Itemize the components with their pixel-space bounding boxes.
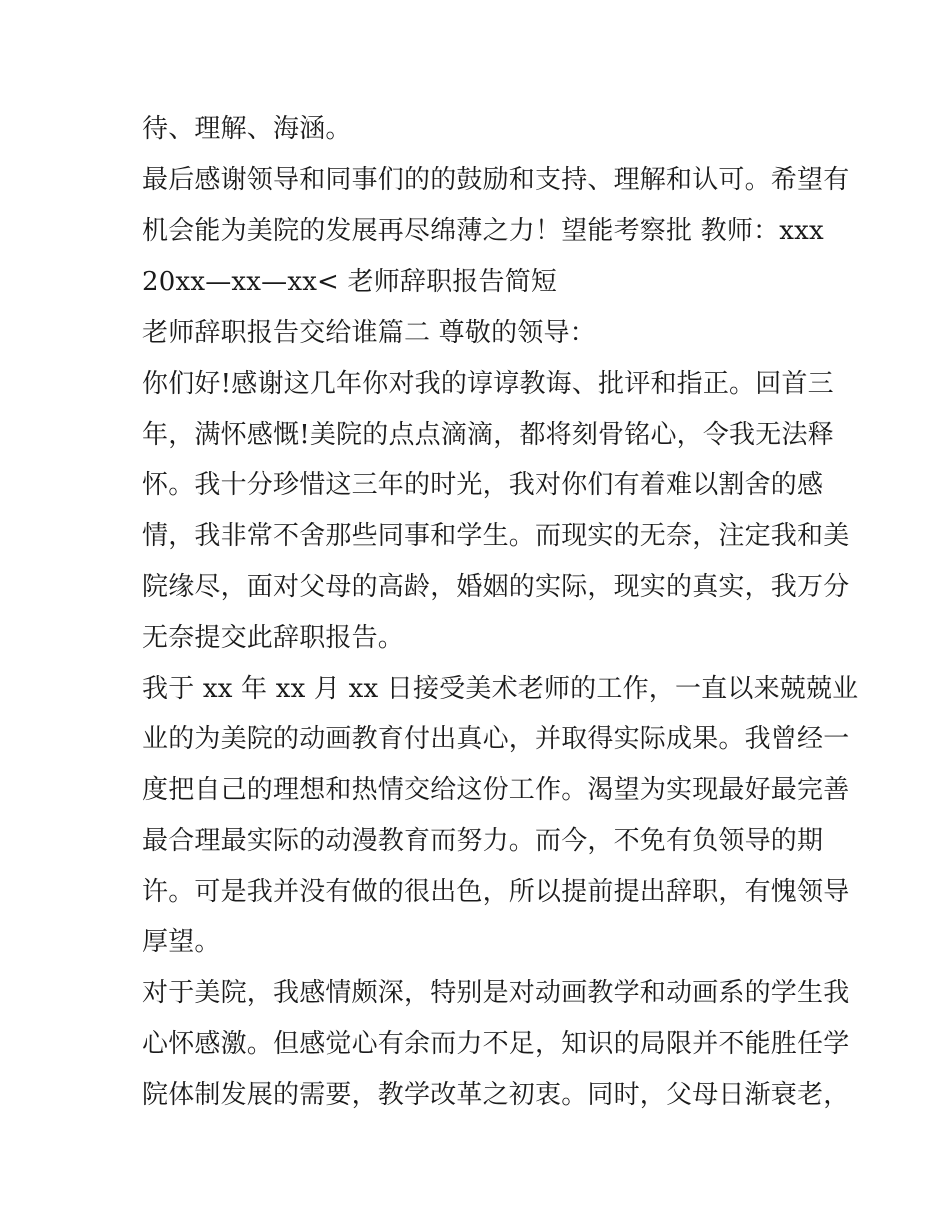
text-line: 院体制发展的需要，教学改革之初衷。同时，父母日渐衰老， xyxy=(142,1080,850,1110)
text-line: 对于美院，我感情颇深，特别是对动画教学和动画系的学生我 xyxy=(142,978,850,1008)
text-line: 心怀感激。但感觉心有余而力不足，知识的局限并不能胜任学 xyxy=(142,1029,850,1059)
text-line: 你们好!感谢这几年你对我的谆谆教诲、批评和指正。回首三 xyxy=(142,369,834,399)
text-line: 最合理最实际的动漫教育而努力。而今，不免有负领导的期 xyxy=(142,826,824,856)
text-line: 院缘尽，面对父母的高龄，婚姻的实际，现实的真实，我万分 xyxy=(142,572,850,602)
text-line: 20xx—xx—xx< 老师辞职报告简短 xyxy=(142,267,558,297)
text-line: 怀。我十分珍惜这三年的时光，我对你们有着难以割舍的感 xyxy=(142,470,824,500)
text-line: 无奈提交此辞职报告。 xyxy=(142,623,405,653)
text-line: 度把自己的理想和热情交给这份工作。渴望为实现最好最完善 xyxy=(142,775,850,805)
text-line: 最后感谢领导和同事们的的鼓励和支持、理解和认可。希望有 xyxy=(142,165,850,195)
text-line: 厚望。 xyxy=(142,927,221,957)
text-line: 年，满怀感慨!美院的点点滴滴，都将刻骨铭心，令我无法释 xyxy=(142,420,834,450)
text-line: 老师辞职报告交给谁篇二 尊敬的领导： xyxy=(142,318,596,348)
text-line: 待、理解、海涵。 xyxy=(142,114,352,144)
text-line: 我于 xx 年 xx 月 xx 日接受美术老师的工作，一直以来兢兢业 xyxy=(142,674,859,704)
text-line: 许。可是我并没有做的很出色，所以提前提出辞职，有愧领导 xyxy=(142,877,850,907)
text-line: 情，我非常不舍那些同事和学生。而现实的无奈，注定我和美 xyxy=(142,521,850,551)
text-line: 机会能为美院的发展再尽绵薄之力！望能考察批 教师：xxx xyxy=(142,216,824,246)
text-line: 业的为美院的动画教育付出真心，并取得实际成果。我曾经一 xyxy=(142,724,850,754)
